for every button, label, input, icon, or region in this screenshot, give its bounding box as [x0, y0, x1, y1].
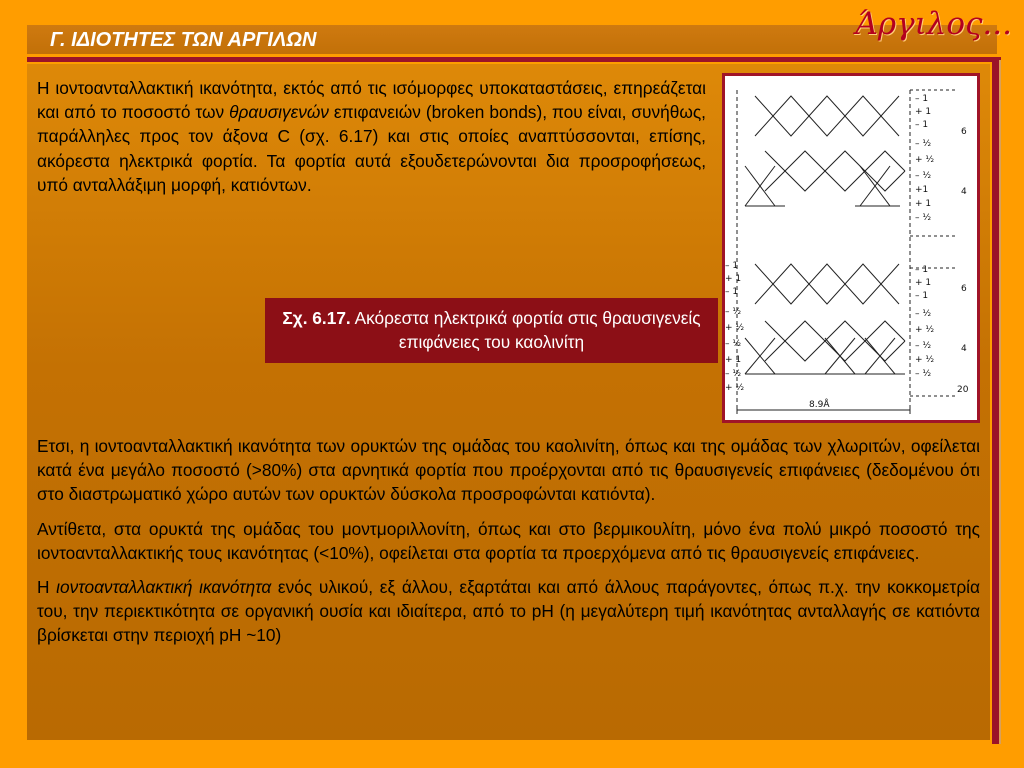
deco-title: Άργιλος...: [855, 6, 1012, 42]
top-right-label-9: – ½: [915, 213, 932, 223]
para3-rest: ενός υλικού, εξ άλλου, εξαρτάται και από άλλους παράγοντες, όπως π.χ. την κοκκομετρία του, την περιεκτικότητα σε οργανική ουσία και ιδιαίτερα, από το pH (η μεγαλύτερη τιμή ικανότητας ανταλλαγής σε κατιόντα βρίσκεται στην περιοχή pH ~10): [37, 577, 980, 646]
top-right-label-3: – 1: [915, 120, 929, 130]
frame-right-highlight: [999, 60, 1001, 744]
bottom-left-label-1: – 1: [725, 261, 739, 271]
body-text: [37, 434, 980, 658]
figure-caption: [265, 298, 718, 363]
intro-term: θραυσιγενών: [229, 102, 329, 123]
frame-top-border: [27, 57, 1001, 62]
top-right-label-2: + 1: [915, 107, 932, 117]
body-paragraph-2: Αντίθετα, στα ορυκτά της ομάδας του μοντμοριλλονίτη, όπως και στο βερμικουλίτη, μόνο ένα πολύ μικρό ποσοστό της ιοντοανταλλακτικής τους ικανότητας (<10%), οφείλεται στα φορτία τα προερχόμενα από τις θραυσιγενείς επιφάνειες.: [37, 518, 980, 563]
bottom-right-label-2: + 1: [915, 278, 932, 288]
top-right-label-5: + ½: [915, 155, 935, 165]
caption-label: Σχ. 6.17.: [282, 308, 351, 328]
bottom-right-label-1: – 1: [915, 265, 929, 275]
top-right-label-6: – ½: [915, 171, 932, 181]
intro-text-part1: Η ιοντοανταλλακτική ικανότητα, εκτός από τις ισόμορφες υποκαταστάσεις, επηρεάζεται και από το ποσοστό των: [37, 78, 706, 123]
top-right-label-8: + 1: [915, 199, 932, 209]
section-title: Γ. ΙΔΙΟΤΗΤΕΣ ΤΩΝ ΑΡΓΙΛΩΝ: [50, 29, 317, 51]
top-right-label-4: – ½: [915, 139, 932, 149]
bottom-left-label-7: + 1: [725, 355, 742, 365]
body-paragraph-3: [37, 575, 980, 648]
top-right-label-7: +1: [915, 185, 929, 195]
bottom-right-label-3: – 1: [915, 291, 929, 301]
body-paragraph-1: Ετσι, η ιοντοανταλλακτική ικανότητα των ορυκτών της ομάδας του καολινίτη, όπως και της ομάδας των χλωριτών, οφείλεται κατά ένα μεγάλο ποσοστό (>80%) στα αρνητικά φορτία που προέρχονται από τις θραυσιγενείς επιφάνειες (δεδομένου ότι στο διαστρωματικό χώρο αυτών των ορυκτών δύσκολα προσροφώνται κατιόντα).: [37, 436, 980, 505]
bottom-right-label-7: + ½: [915, 355, 935, 365]
intro-text-part2: επιφανειών (broken bonds), που είναι, συνήθως, παράλληλες προς τον άξονα C (σχ. 6.17) και στις οποίες αναπτύσσονται, επίσης, ακόρεστα ηλεκτρικά φορτία. Τα φορτία αυτά εξουδετερώνονται δια προσροφήσεως, υπό ανταλλάξιμη μορφή, κατιόντων.: [37, 102, 706, 195]
frame-right-border: [992, 60, 999, 744]
bottom-side-number-2: 4: [961, 344, 967, 354]
intro-paragraph: [37, 76, 706, 197]
caption-text: Ακόρεστα ηλεκτρικά φορτία στις θραυσιγενείς επιφάνειες του καολινίτη: [350, 308, 701, 352]
bottom-right-label-8: – ½: [915, 369, 932, 379]
bottom-right-label-4: – ½: [915, 309, 932, 319]
bottom-right-label-5: + ½: [915, 325, 935, 335]
top-right-label-1: – 1: [915, 94, 929, 104]
top-side-number-2: 4: [961, 187, 967, 197]
bottom-left-label-4: – ½: [725, 307, 742, 317]
bottom-side-number-1: 6: [961, 284, 967, 294]
bottom-left-label-6: – ½: [725, 339, 742, 349]
bottom-left-label-8: – ½: [725, 369, 742, 379]
bottom-left-label-5: + ½: [725, 323, 745, 333]
dimension-label: 8.9Å: [809, 400, 830, 410]
bottom-left-label-3: – 1: [725, 287, 739, 297]
para3-term: ιοντοανταλλακτική ικανότητα: [56, 577, 272, 598]
bottom-left-label-2: + 1: [725, 274, 742, 284]
structure-diagram: [725, 76, 977, 420]
bottom-left-label-9: + ½: [725, 383, 745, 393]
bottom-right-label-6: – ½: [915, 341, 932, 351]
figure-kaolinite-structure: [722, 73, 980, 423]
top-side-number-1: 6: [961, 127, 967, 137]
bottom-side-number-3: 20: [957, 385, 969, 395]
para3-prefix: Η: [37, 577, 57, 598]
